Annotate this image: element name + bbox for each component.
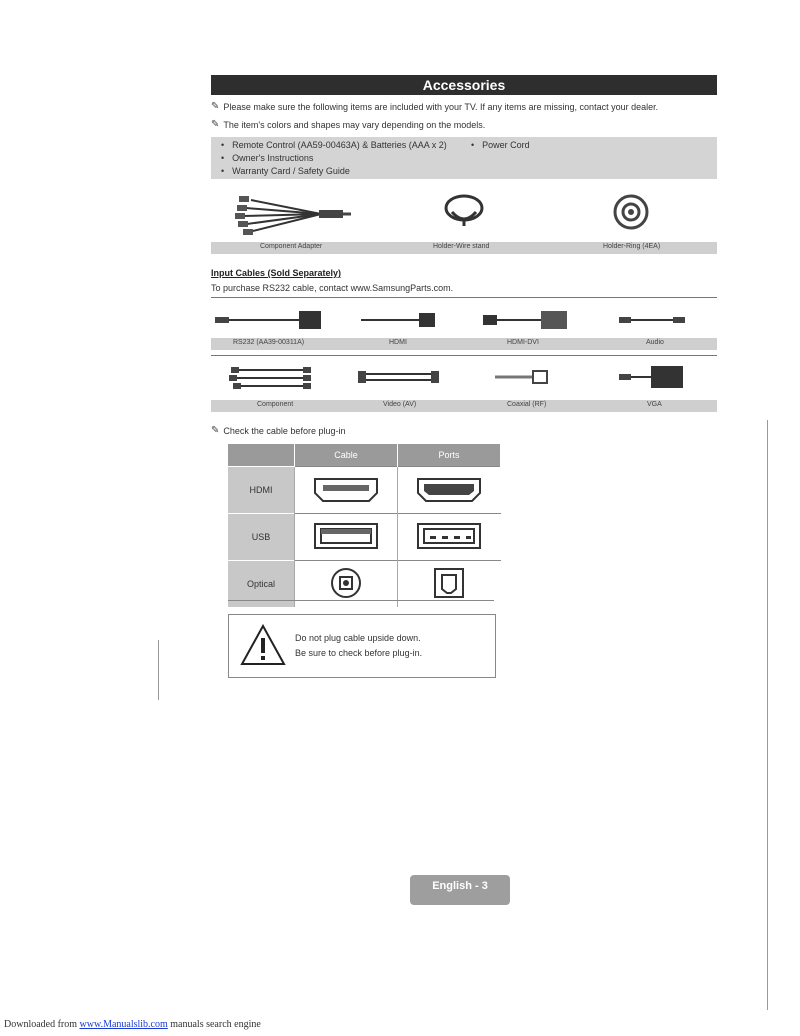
cable-port-table (228, 444, 501, 607)
cable-captions-row1 (211, 338, 717, 350)
holder-wire-stand-image (446, 196, 482, 226)
caption-holder-wire-stand: Holder-Wire stand (433, 243, 490, 250)
hdmi-cable-shape (295, 467, 398, 514)
coaxial-cable-image (495, 371, 547, 383)
hdmi-plug-icon (311, 475, 381, 503)
audio-cable-image (619, 317, 685, 323)
cable-images-row1 (211, 305, 717, 335)
list-item: • Owner's Instructions (211, 153, 313, 163)
pencil-note-icon: ✎ (211, 119, 220, 130)
table-row (228, 514, 501, 561)
optical-plug-icon (326, 566, 366, 600)
footer (4, 1019, 261, 1030)
accessory-images (211, 186, 717, 240)
caption-component-adapter: Component Adapter (260, 243, 323, 250)
included-items-list (211, 137, 717, 179)
caption-component: Component (257, 401, 294, 408)
note-included-items (211, 101, 658, 112)
caption-hdmi-dvi: HDMI-DVI (507, 339, 539, 346)
note-colors (211, 119, 485, 130)
warning-box (228, 614, 496, 678)
usb-plug-icon (311, 521, 381, 551)
list-item: • Remote Control (AA59-00463A) & Batteries (AAA x 2) (211, 140, 447, 150)
divider (211, 297, 717, 298)
note-text: Please make sure the following items are included with your TV. If any items are missing, contact your dealer. (223, 101, 659, 112)
caption-hdmi: HDMI (389, 339, 407, 346)
divider (211, 355, 717, 356)
hdmi-port-icon (414, 475, 484, 503)
vga-cable-image (619, 366, 683, 388)
footer-suffix: manuals search engine (170, 1019, 261, 1030)
warning-text-1: Do not plug cable upside down. (295, 633, 421, 643)
row-header: HDMI (228, 467, 295, 514)
caption-audio: Audio (646, 339, 664, 346)
note-text: Check the cable before plug-in (223, 425, 346, 436)
manualslib-link[interactable]: www.Manualslib.com (79, 1019, 168, 1030)
row-header: Optical (228, 561, 295, 608)
rs232-cable-image (215, 311, 321, 329)
check-cable-note (211, 425, 345, 436)
holder-ring-image (615, 196, 647, 228)
table-row (228, 467, 501, 514)
pencil-note-icon: ✎ (211, 425, 220, 436)
table-bottom-rule (228, 600, 494, 601)
caption-rs232: RS232 (AA39-00311A) (233, 339, 305, 346)
caption-video-av: Video (AV) (383, 401, 417, 408)
accessory-captions (211, 242, 717, 254)
scan-edge-line (767, 420, 768, 1010)
note-text: The item's colors and shapes may vary depending on the models. (223, 119, 486, 130)
usb-port-shape (398, 514, 501, 561)
input-cables-subtitle: To purchase RS232 cable, contact www.SamsungParts.com. (211, 283, 454, 293)
caption-holder-ring: Holder-Ring (4EA) (603, 243, 661, 250)
table-corner (228, 444, 295, 467)
hdmi-cable-image (361, 313, 435, 327)
footer-prefix: Downloaded from (4, 1019, 78, 1030)
row-header: USB (228, 514, 295, 561)
column-header: Cable (295, 444, 398, 467)
optical-port-icon (429, 566, 469, 600)
input-cables-title: Input Cables (Sold Separately) (211, 268, 342, 278)
cable-captions-row2 (211, 400, 717, 412)
caption-coaxial: Coaxial (RF) (507, 401, 547, 408)
warning-triangle-icon (239, 623, 287, 667)
list-item: • Warranty Card / Safety Guide (211, 166, 350, 176)
column-header: Ports (398, 444, 501, 467)
hdmi-port-shape (398, 467, 501, 514)
component-cable-image (229, 367, 311, 389)
table-header-row (228, 444, 501, 467)
usb-port-icon (414, 521, 484, 551)
page-title: Accessories (211, 75, 717, 95)
page-number-badge: English - 3 (410, 875, 510, 905)
video-av-cable-image (358, 371, 439, 383)
pencil-note-icon: ✎ (211, 101, 220, 112)
cable-images-row2 (211, 360, 717, 396)
list-item: • Power Cord (461, 140, 530, 150)
scan-edge-line (158, 640, 159, 700)
warning-text-2: Be sure to check before plug-in. (295, 648, 423, 658)
caption-vga: VGA (647, 401, 662, 408)
hdmi-dvi-cable-image (483, 311, 567, 329)
component-adapter-image (235, 196, 351, 235)
usb-cable-shape (295, 514, 398, 561)
